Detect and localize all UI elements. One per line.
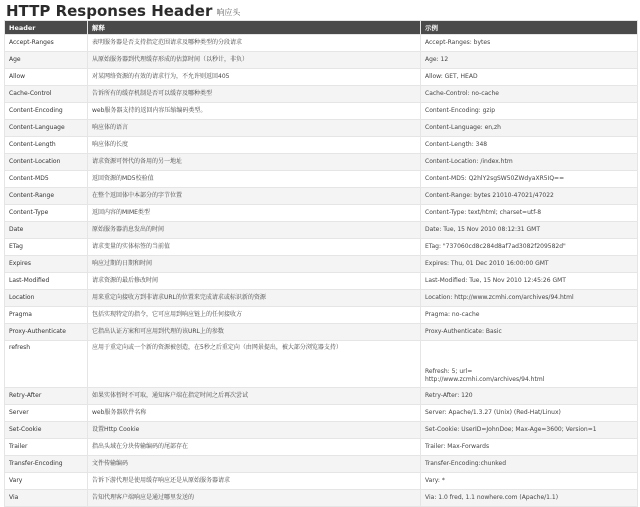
example-cell: Last-Modified: Tue, 15 Nov 2010 12:45:26 GMT	[421, 273, 638, 290]
column-header-description: 解释	[88, 21, 421, 35]
description-cell: web服务器支持的返回内容压缩编码类型。	[88, 103, 421, 120]
header-name-cell: Content-Language	[5, 120, 88, 137]
example-cell: Expires: Thu, 01 Dec 2010 16:00:00 GMT	[421, 256, 638, 273]
column-header-example: 示例	[421, 21, 638, 35]
example-cell: Transfer-Encoding:chunked	[421, 456, 638, 473]
description-cell: 如果实体暂时不可取，通知客户端在指定时间之后再次尝试	[88, 388, 421, 405]
description-cell: 请求变量的实体标签的当前值	[88, 239, 421, 256]
table-row	[5, 222, 638, 239]
table-row	[5, 439, 638, 456]
description-cell: 它指出认证方案和可应用到代理的该URL上的参数	[88, 324, 421, 341]
header-name-cell: refresh	[5, 341, 88, 388]
description-cell: 响应过期的日期和时间	[88, 256, 421, 273]
page-subtitle: 响应头	[216, 8, 241, 17]
table-row	[5, 456, 638, 473]
header-name-cell: Content-Range	[5, 188, 88, 205]
table-row	[5, 154, 638, 171]
header-name-cell: Server	[5, 405, 88, 422]
description-cell: 请求资源的最后修改时间	[88, 273, 421, 290]
description-cell: 对某网络资源的有效的请求行为，不允许则返回405	[88, 69, 421, 86]
description-cell: 响应体的长度	[88, 137, 421, 154]
example-cell: Retry-After: 120	[421, 388, 638, 405]
description-cell: 指出头域在分块传输编码的尾部存在	[88, 439, 421, 456]
response-headers-table	[4, 20, 638, 507]
description-cell: 在整个返回体中本部分的字节位置	[88, 188, 421, 205]
table-row	[5, 52, 638, 69]
example-cell: Location: http://www.zcmhi.com/archives/94.html	[421, 290, 638, 307]
header-name-cell: Age	[5, 52, 88, 69]
example-cell: Content-Encoding: gzip	[421, 103, 638, 120]
example-cell: Server: Apache/1.3.27 (Unix) (Red-Hat/Linux)	[421, 405, 638, 422]
example-cell: Cache-Control: no-cache	[421, 86, 638, 103]
header-name-cell: Cache-Control	[5, 86, 88, 103]
table-row	[5, 256, 638, 273]
table-row	[5, 35, 638, 52]
table-row	[5, 473, 638, 490]
table-row	[5, 405, 638, 422]
table-row	[5, 205, 638, 222]
example-cell: Date: Tue, 15 Nov 2010 08:12:31 GMT	[421, 222, 638, 239]
header-name-cell: Pragma	[5, 307, 88, 324]
header-name-cell: Location	[5, 290, 88, 307]
description-cell: web服务器软件名称	[88, 405, 421, 422]
header-name-cell: ETag	[5, 239, 88, 256]
header-name-cell: Set-Cookie	[5, 422, 88, 439]
description-cell: 表明服务器是否支持指定范围请求及哪种类型的分段请求	[88, 35, 421, 52]
page-header	[0, 0, 640, 20]
header-name-cell: Trailer	[5, 439, 88, 456]
header-name-cell: Last-Modified	[5, 273, 88, 290]
table-row	[5, 103, 638, 120]
description-cell: 响应体的语言	[88, 120, 421, 137]
example-cell	[421, 341, 638, 388]
description-cell: 返回资源的MD5校验值	[88, 171, 421, 188]
description-cell: 原始服务器消息发出的时间	[88, 222, 421, 239]
header-name-cell: Via	[5, 490, 88, 507]
example-cell: Accept-Ranges: bytes	[421, 35, 638, 52]
table-row	[5, 86, 638, 103]
description-cell: 告诉下游代理是使用缓存响应还是从原始服务器请求	[88, 473, 421, 490]
example-cell: Pragma: no-cache	[421, 307, 638, 324]
table-row	[5, 290, 638, 307]
header-name-cell: Vary	[5, 473, 88, 490]
header-name-cell: Content-MD5	[5, 171, 88, 188]
header-name-cell: Content-Encoding	[5, 103, 88, 120]
header-name-cell: Transfer-Encoding	[5, 456, 88, 473]
example-cell: Trailer: Max-Forwards	[421, 439, 638, 456]
table-row	[5, 120, 638, 137]
header-name-cell: Proxy-Authenticate	[5, 324, 88, 341]
description-cell: 应用于重定向或一个新的资源被创造，在5秒之后重定向（由网景提出，被大部分浏览器支持）	[88, 341, 421, 388]
description-cell: 文件传输编码	[88, 456, 421, 473]
header-name-cell: Content-Location	[5, 154, 88, 171]
header-name-cell: Content-Length	[5, 137, 88, 154]
example-cell: Set-Cookie: UserID=JohnDoe; Max-Age=3600; Version=1	[421, 422, 638, 439]
example-cell: Content-Type: text/html; charset=utf-8	[421, 205, 638, 222]
description-cell: 包括实现特定的指令，它可应用到响应链上的任何接收方	[88, 307, 421, 324]
example-cell: ETag: "737060cd8c284d8af7ad3082f209582d"	[421, 239, 638, 256]
example-cell: Vary: *	[421, 473, 638, 490]
example-cell: Age: 12	[421, 52, 638, 69]
example-cell: Content-Language: en,zh	[421, 120, 638, 137]
header-name-cell: Content-Type	[5, 205, 88, 222]
table-row	[5, 490, 638, 507]
description-cell: 告诉所有的缓存机制是否可以缓存及哪种类型	[88, 86, 421, 103]
table-body	[5, 35, 638, 507]
table-row	[5, 171, 638, 188]
page-title: HTTP Responses Header	[6, 2, 213, 20]
example-cell: Content-MD5: Q2hlY2sgSW50ZWdyaXR5IQ==	[421, 171, 638, 188]
table-row	[5, 341, 638, 388]
example-cell: Allow: GET, HEAD	[421, 69, 638, 86]
description-cell: 返回内容的MIME类型	[88, 205, 421, 222]
header-name-cell: Allow	[5, 69, 88, 86]
example-line: Refresh: 5; url=	[425, 368, 473, 375]
table-header-row	[5, 21, 638, 35]
header-name-cell: Expires	[5, 256, 88, 273]
description-cell: 从原始服务器到代理缓存形成的估算时间（以秒计，非负）	[88, 52, 421, 69]
description-cell: 请求资源可替代的备用的另一地址	[88, 154, 421, 171]
table-row	[5, 388, 638, 405]
header-name-cell: Date	[5, 222, 88, 239]
column-header-header: Header	[5, 21, 88, 35]
description-cell: 用来重定向接收方到非请求URL的位置来完成请求或标识新的资源	[88, 290, 421, 307]
table-row	[5, 188, 638, 205]
table-row	[5, 324, 638, 341]
example-cell: Content-Location: /index.htm	[421, 154, 638, 171]
table-row	[5, 422, 638, 439]
table-row	[5, 273, 638, 290]
table-row	[5, 307, 638, 324]
description-cell: 设置Http Cookie	[88, 422, 421, 439]
table-row	[5, 239, 638, 256]
table-row	[5, 69, 638, 86]
header-name-cell: Accept-Ranges	[5, 35, 88, 52]
example-cell: Proxy-Authenticate: Basic	[421, 324, 638, 341]
header-name-cell: Retry-After	[5, 388, 88, 405]
description-cell: 告知代理客户端响应是通过哪里发送的	[88, 490, 421, 507]
example-cell: Content-Range: bytes 21010-47021/47022	[421, 188, 638, 205]
example-line: http://www.zcmhi.com/archives/94.html	[425, 376, 545, 383]
table-row	[5, 137, 638, 154]
example-cell: Via: 1.0 fred, 1.1 nowhere.com (Apache/1.1)	[421, 490, 638, 507]
example-cell: Content-Length: 348	[421, 137, 638, 154]
